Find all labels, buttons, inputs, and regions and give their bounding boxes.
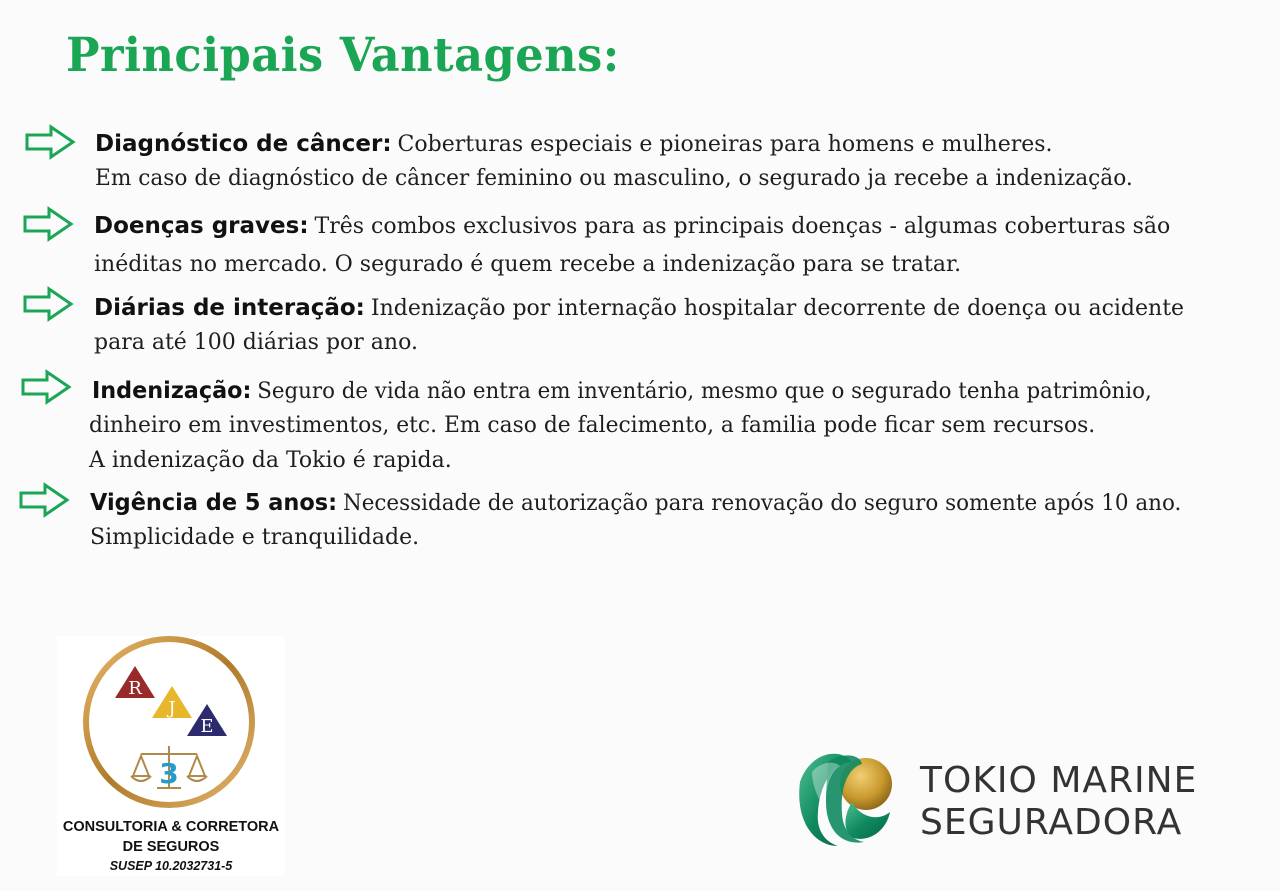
arrow-right-icon [18, 482, 70, 518]
tokio-marine-logo [790, 742, 1230, 857]
rje-emblem-icon [57, 636, 285, 816]
tokio-marine-name: TOKIO MARINE [920, 760, 1198, 801]
advantage-label: Doenças graves: [94, 213, 309, 239]
advantage-line: Em caso de diagnóstico de câncer feminino ou masculino, o segurado ja recebe a indenização. [95, 166, 1133, 191]
arrow-right-icon [22, 206, 74, 242]
advantage-line: Diagnóstico de câncer: Coberturas especiais e pioneiras para homens e mulheres. [95, 131, 1053, 157]
advantage-line: dinheiro em investimentos, etc. Em caso de falecimento, a familia pode ficar sem recursos. [89, 413, 1096, 438]
advantage-line: Diárias de interação: Indenização por internação hospitalar decorrente de doença ou acidente [94, 295, 1185, 321]
logo-caption: DE SEGUROS [122, 839, 220, 855]
arrow-right-icon [24, 124, 76, 160]
advantage-line: inéditas no mercado. O segurado é quem recebe a indenização para se tratar. [94, 252, 962, 277]
tokio-marine-emblem-icon [790, 742, 910, 852]
advantage-line: Simplicidade e tranquilidade. [90, 525, 420, 550]
rje-logo [57, 636, 285, 876]
svg-text:3: 3 [159, 757, 179, 790]
arrow-right-icon [22, 286, 74, 322]
logo-caption: CONSULTORIA & CORRETORA [62, 819, 280, 835]
advantage-label: Diárias de interação: [94, 295, 365, 321]
svg-text:E: E [200, 716, 214, 737]
advantage-label: Diagnóstico de câncer: [95, 131, 392, 157]
susep-number: SUSEP 10.2032731-5 [109, 859, 233, 873]
advantage-line: Indenização: Seguro de vida não entra em inventário, mesmo que o segurado tenha patrimônio, [92, 378, 1152, 404]
advantage-label: Vigência de 5 anos: [90, 490, 338, 516]
svg-text:R: R [128, 678, 142, 699]
page-title: Principais Vantagens: [66, 28, 620, 83]
advantage-line: Doenças graves: Três combos exclusivos para as principais doenças - algumas coberturas são [94, 213, 1171, 239]
arrow-right-icon [20, 369, 72, 405]
advantage-line: Vigência de 5 anos: Necessidade de autorização para renovação do seguro somente após 10 ano. [90, 490, 1182, 516]
advantage-label: Indenização: [92, 378, 252, 404]
advantage-line: A indenização da Tokio é rapida. [89, 448, 452, 473]
advantage-line: para até 100 diárias por ano. [94, 330, 418, 355]
svg-text:J: J [168, 698, 176, 719]
tokio-marine-subtitle: SEGURADORA [920, 802, 1183, 843]
